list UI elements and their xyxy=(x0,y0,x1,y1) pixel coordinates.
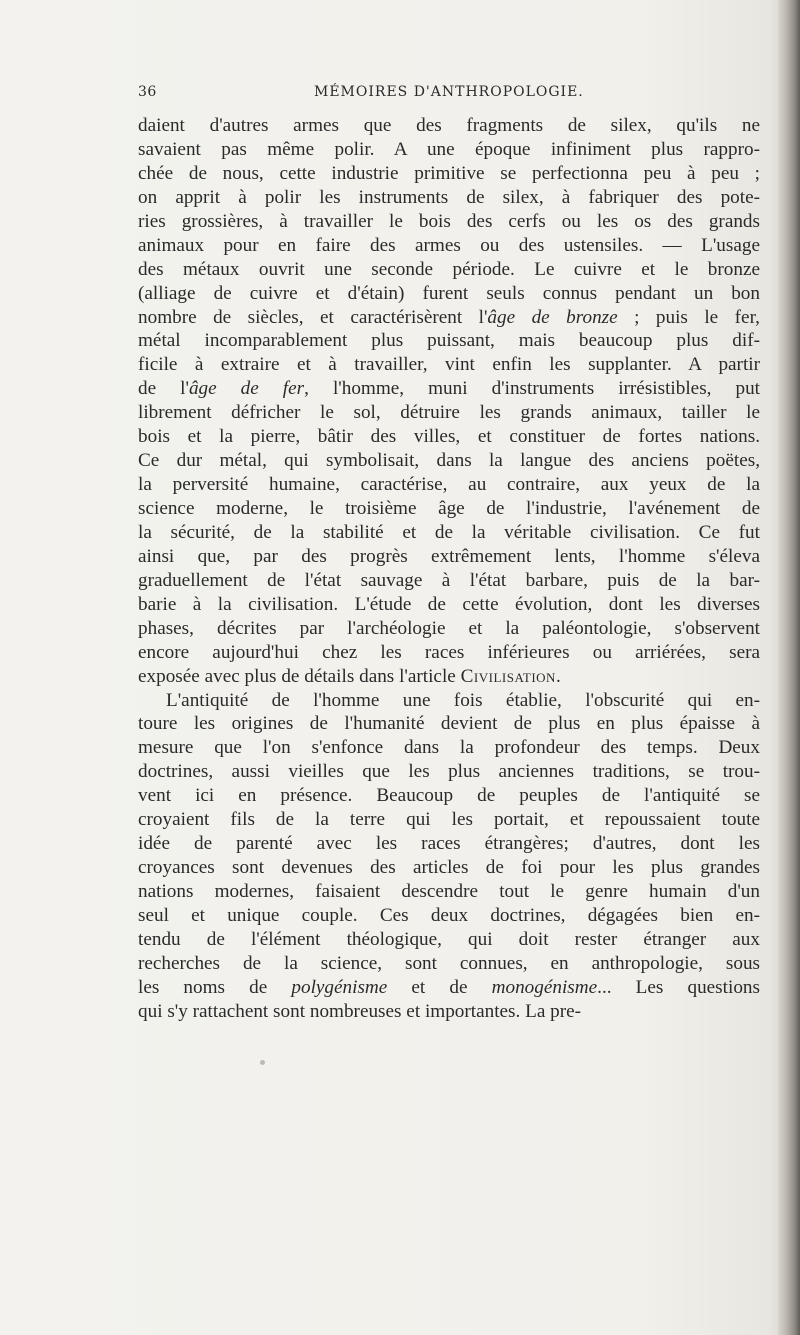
text-line xyxy=(138,306,760,330)
text-line: ries grossières, à travailler le bois des cerfs ou les os des grands xyxy=(138,210,760,232)
text-line: librement défricher le sol, détruire les grands animaux, tailler le xyxy=(138,402,760,424)
text-line: toure les origines de l'humanité devient de plus en plus épaisse à xyxy=(138,713,760,735)
page-gutter-shadow xyxy=(778,0,800,1335)
text-line: science moderne, le troisième âge de l'industrie, l'avénement de xyxy=(138,498,760,519)
italic-term: monogénisme xyxy=(491,976,598,998)
text-run: de l' xyxy=(138,378,189,400)
text-line: la perversité humaine, caractérise, au contraire, aux yeux de la xyxy=(138,474,760,496)
text-run: . xyxy=(555,665,561,687)
running-title: MÉMOIRES D'ANTHROPOLOGIE. xyxy=(314,84,584,100)
text-line: ficile à extraire et à travailler, vint enfin les supplanter. A partir xyxy=(138,354,760,376)
text-line: ainsi que, par des progrès extrêmement lents, l'homme s'éleva xyxy=(138,545,760,567)
text-line: L'antiquité de l'homme une fois établie, l'obscurité qui en- xyxy=(166,689,760,711)
text-line: qui s'y rattachent sont nombreuses et importantes. La pre- xyxy=(138,1000,582,1022)
page-header xyxy=(138,84,758,108)
text-line: doctrines, aussi vieilles que les plus anciennes traditions, se trou- xyxy=(138,761,760,783)
text-run: ; puis le fer, xyxy=(617,306,760,328)
text-line: des métaux ouvrit une seconde période. Le cuivre et le bronze xyxy=(138,258,760,280)
text-line: savaient pas même polir. A une époque infiniment plus rappro- xyxy=(138,138,760,160)
italic-term: polygénisme xyxy=(291,976,388,998)
text-run: et de xyxy=(387,976,492,998)
text-line: idée de parenté avec les races étrangères; d'autres, dont les xyxy=(138,833,760,855)
text-line: encore aujourd'hui chez les races inférieures ou arriérées, sera xyxy=(138,641,760,663)
text-run: nombre de siècles, et caractérisèrent l' xyxy=(138,306,488,328)
text-line: barie à la civilisation. L'étude de cette évolution, dont les diverses xyxy=(138,593,760,615)
text-line: Ce dur métal, qui symbolisait, dans la langue des anciens poëtes, xyxy=(138,450,760,472)
text-line: bois et la pierre, bâtir des villes, et constituer de fortes nations. xyxy=(138,426,760,448)
text-line xyxy=(138,377,760,401)
text-line: seul et unique couple. Ces deux doctrines, dégagées bien en- xyxy=(138,904,760,926)
text-run: exposée avec plus de détails dans l'article xyxy=(138,665,461,687)
italic-term: âge de bronze xyxy=(487,306,618,328)
text-run: , l'homme, muni d'instruments irrésistibles, put xyxy=(304,378,760,400)
text-line xyxy=(138,665,760,689)
text-line: tendu de l'élément théologique, qui doit rester étranger aux xyxy=(138,928,760,950)
text-line: on apprit à polir les instruments de silex, à fabriquer des pote- xyxy=(138,186,760,208)
text-line: métal incomparablement plus puissant, mais beaucoup plus dif- xyxy=(138,330,760,352)
text-line xyxy=(138,976,760,1000)
text-line: daient d'autres armes que des fragments de silex, qu'ils ne xyxy=(138,115,760,136)
text-line: mesure que l'on s'enfonce dans la profondeur des temps. Deux xyxy=(138,737,760,759)
article-reference: Civilisation xyxy=(460,665,556,687)
text-line: (alliage de cuivre et d'étain) furent seuls connus pendant un bon xyxy=(138,282,760,304)
text-line: chée de nous, cette industrie primitive se perfectionna peu à peu ; xyxy=(138,162,760,184)
text-run: ... Les questions xyxy=(597,976,760,998)
italic-term: âge de fer xyxy=(188,378,305,400)
text-line: recherches de la science, sont connues, en anthropologie, sous xyxy=(138,952,760,974)
text-line: animaux pour en faire des armes ou des ustensiles. — L'usage xyxy=(138,234,760,256)
paper-speck xyxy=(260,1060,265,1065)
body-text xyxy=(138,114,760,1024)
page-number: 36 xyxy=(138,84,157,100)
text-line: vent ici en présence. Beaucoup de peuples de l'antiquité se xyxy=(138,785,760,807)
text-line: phases, décrites par l'archéologie et la paléontologie, s'observent xyxy=(138,617,760,639)
text-line: nations modernes, faisaient descendre tout le genre humain d'un xyxy=(138,881,760,902)
text-line: la sécurité, de la stabilité et de la véritable civilisation. Ce fut xyxy=(138,521,760,543)
text-line: croyances sont devenues des articles de foi pour les plus grandes xyxy=(138,857,760,879)
text-line: graduellement de l'état sauvage à l'état barbare, puis de la bar- xyxy=(138,569,760,591)
text-run: les noms de xyxy=(138,976,292,998)
text-line: croyaient fils de la terre qui les portait, et repoussaient toute xyxy=(138,809,760,831)
